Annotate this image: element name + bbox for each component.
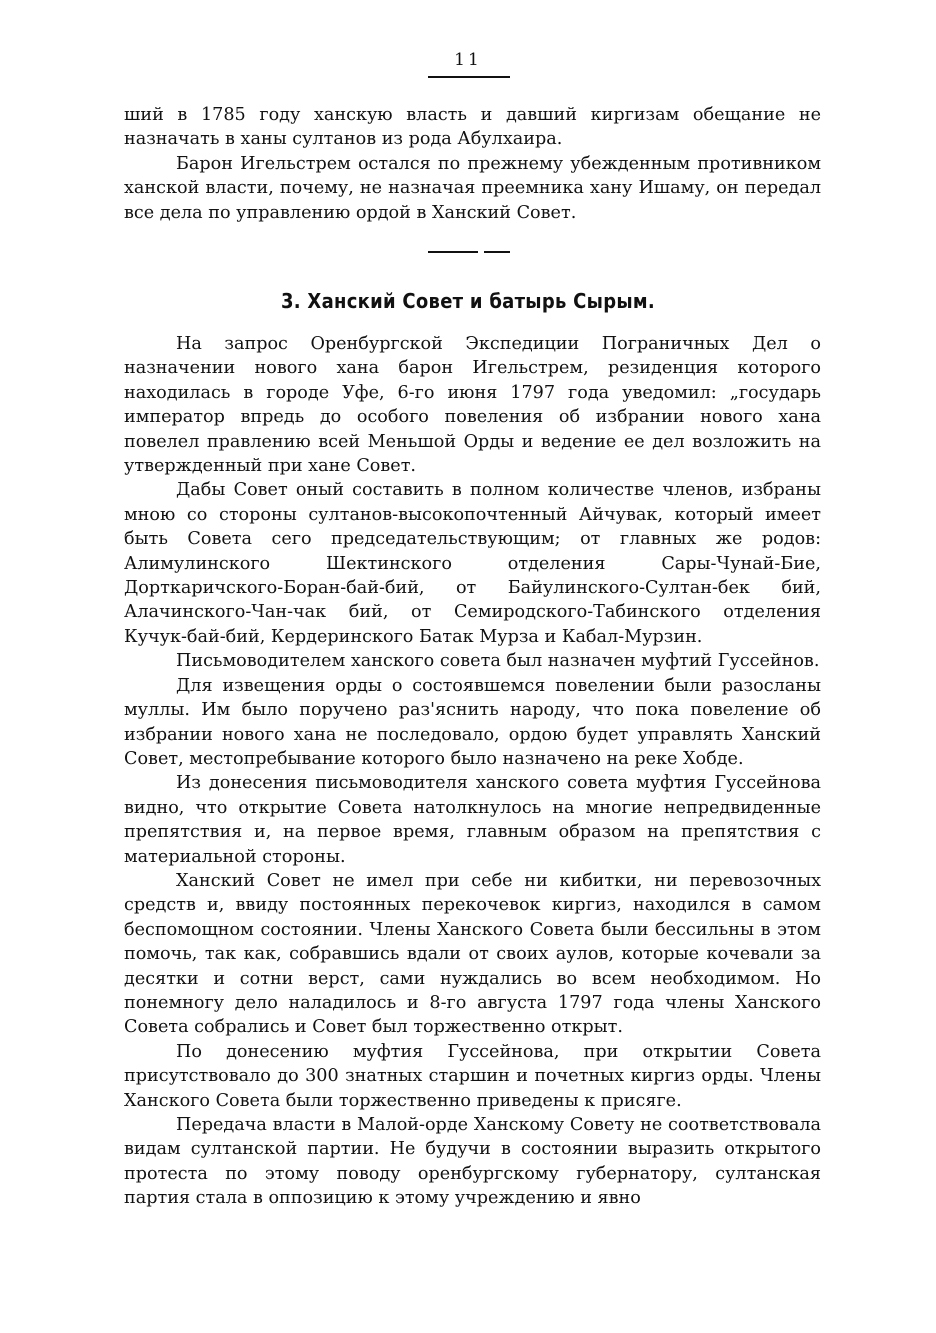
paragraph: Передача власти в Малой-орде Ханскому Совету не соответствовала видам султанской партии. Не будучи в состоянии выразить открытого протеста по этому поводу оренбургскому губернатору, султанская партия стала в оппозицию к этому учреждению и явно <box>124 1115 821 1209</box>
paragraph: Для извещения орды о состоявшемся повелении были разосланы муллы. Им было поручено раз'яснить народу, что пока повеление об избрании нового хана не последовало, ордою будет управлять Ханский Совет, местопребывание которого было назначено на реке Хобде. <box>124 675 821 769</box>
section-text-block <box>124 332 821 1211</box>
paragraph: Письмоводителем ханского совета был назначен муфтий Гуссейнов. <box>176 651 820 672</box>
paragraph: Ханский Совет не имел при себе ни кибитки, ни перевозочных средств и, ввиду постоянных перекочевок киргиз, находился в самом беспомощном состоянии. Члены Ханского Совета были бессильны в этом помочь, так как, собравшись вдали от своих аулов, которые кочевали за десятки и сотни верст, сами нуждались во всем необходимом. Но понемногу дело наладилось и 8-го августа 1797 года члены Ханского Совета собрались и Совет был торжественно открыт. <box>124 870 821 1038</box>
section-heading: 3. Ханский Совет и батырь Сырым. <box>280 289 656 313</box>
paragraph: На запрос Оренбургской Экспедиции Пограничных Дел о назначении нового хана барон Игельстрем, резиденция которого находилась в городе Уфе, 6-го июня 1797 года уведомил: „государь император впредь до особого повеления об избрании нового хана повелел правлению всей Меньшой Орды и ведение ее дел возложить на утвержденный при хане Совет. <box>124 334 821 477</box>
paragraph: Дабы Совет оный составить в полном количестве членов, избраны мною со стороны султанов-высокопочтенный Айчувак, который имеет быть Совета сего председательствующим; от главных же родов: Алимулинского Шектинского отделения Сары-Чунай-Бие, Дорткаричского-Боран-бай-бий, от Байулинского-Султан-бек бий, Алачинского-Чан-чак бий, от Семиродского-Табинского отделения Кучук-бай-бий, Кердеринского Батак Мурза и Кабал-Мурзин. <box>124 480 821 647</box>
top-text-block <box>124 103 821 225</box>
section-divider-short <box>484 251 510 253</box>
page-number: 11 <box>454 50 482 70</box>
section-divider <box>428 251 478 253</box>
paragraph: По донесению муфтия Гуссейнова, при открытии Совета присутствовало до 300 знатных старшин и почетных киргиз орды. Члены Ханского Совета были торжественно приведены к присяге. <box>124 1041 821 1111</box>
paragraph: Из донесения письмоводителя ханского совета муфтия Гуссейнова видно, что открытие Совета натолкнулось на многие непредвиденные препятствия и, на первое время, главным образом на препятствия с материальной стороны. <box>124 773 821 867</box>
paragraph: ший в 1785 году ханскую власть и давший киргизам обещание не назначать в ханы султанов из рода Абулхаира. <box>124 105 821 150</box>
paragraph: Барон Игельстрем остался по прежнему убежденным противником ханской власти, почему, не назначая преемника хану Ишаму, он передал все дела по управлению ордой в Ханский Совет. <box>124 153 821 223</box>
page-number-underline <box>428 76 510 78</box>
